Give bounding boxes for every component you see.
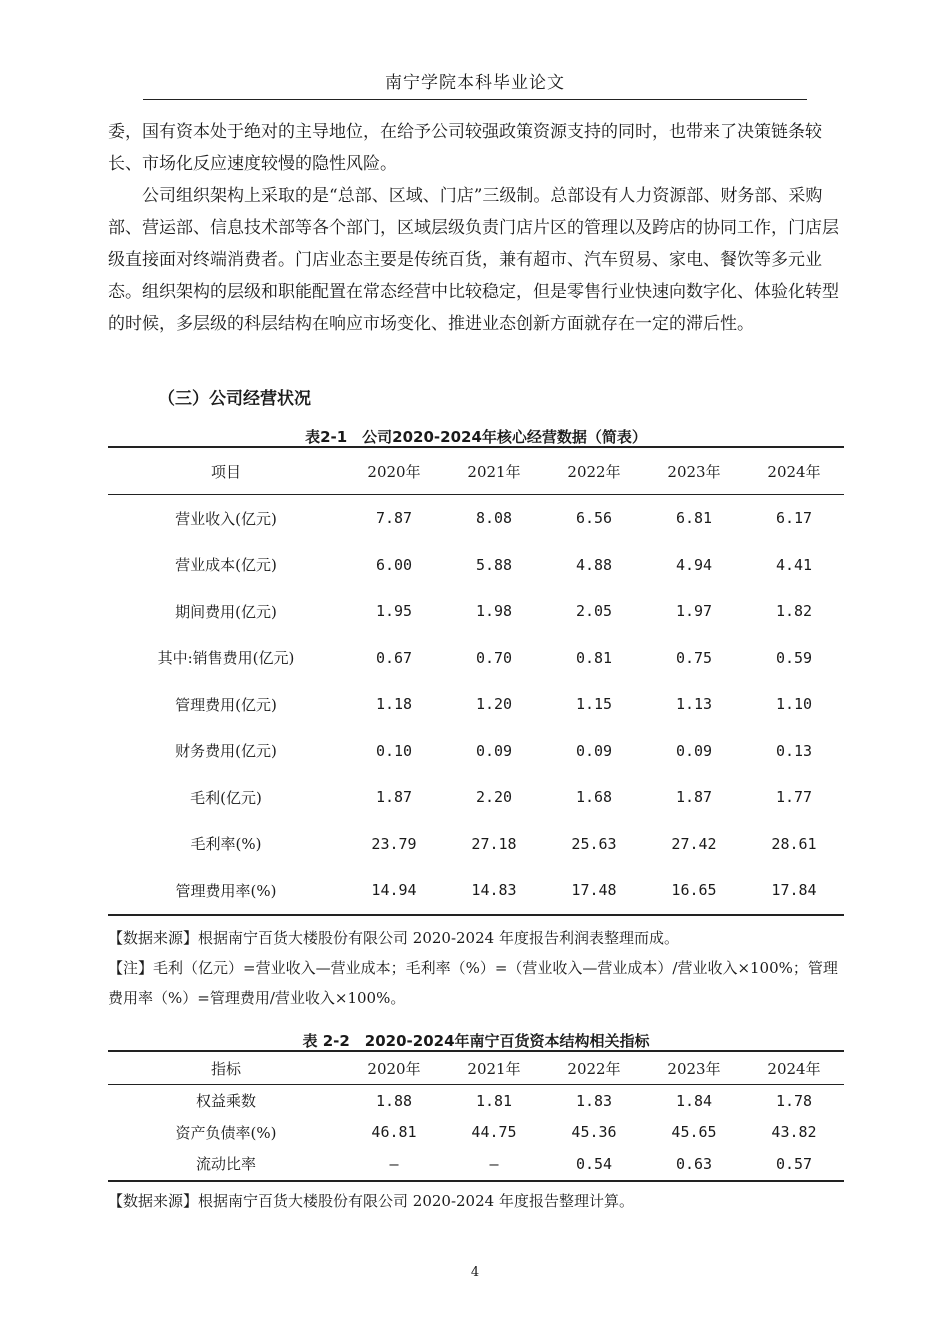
- table2-cell: 45.36: [571, 1123, 617, 1142]
- table2-cell: 44.75: [471, 1123, 517, 1142]
- table1-cell: 28.61: [771, 834, 817, 853]
- table2-caption: 表 2-2 2020-2024年南宁百货资本结构相关指标: [302, 1032, 650, 1050]
- table1-cell: 1.82: [775, 602, 813, 621]
- table1-cell: 1.68: [575, 788, 613, 807]
- table1-row: [108, 635, 844, 682]
- table1-header-cell: 2022年: [544, 447, 644, 495]
- table1-cell: 1.13: [675, 695, 713, 714]
- table2-header-cell: 2021年: [444, 1051, 544, 1085]
- table1-cell: 4.88: [575, 555, 613, 574]
- table2-cell: —: [489, 1154, 499, 1173]
- table1-row: [108, 495, 844, 542]
- table2-cell: 0.54: [575, 1154, 613, 1173]
- table1-cell: 14.94: [371, 881, 417, 900]
- table1-header-row: [108, 447, 844, 495]
- table1-row-label: 其中:销售费用(亿元): [157, 649, 295, 668]
- table1-cell: 2.20: [475, 788, 513, 807]
- table2-row-label: 权益乘数: [195, 1092, 256, 1111]
- table1-formula-note: 【注】毛利（亿元）=营业收入—营业成本；毛利率（%）=（营业收入—营业成本）/营业收入×100%；管理费用率（%）=管理费用/营业收入×100%。: [108, 959, 838, 1007]
- table2-row: [108, 1148, 844, 1181]
- table1-header-cell: 2024年: [744, 447, 844, 495]
- table2-cell: 0.57: [775, 1154, 813, 1173]
- table2-cell: 1.78: [775, 1091, 813, 1110]
- table1-row-label: 财务费用(亿元): [175, 742, 277, 761]
- table1-cell: 1.77: [775, 788, 813, 807]
- section-heading: （三）公司经营状况: [158, 389, 311, 409]
- table1-source-note: 【数据来源】根据南宁百货大楼股份有限公司 2020-2024 年度报告利润表整理而成。: [108, 929, 679, 947]
- table2-cell: —: [389, 1154, 399, 1173]
- page-number: 4: [470, 1265, 480, 1280]
- table2: [108, 1050, 844, 1182]
- table1-cell: 0.59: [775, 648, 813, 667]
- table1: [108, 446, 844, 916]
- table1-row: [108, 728, 844, 775]
- table2-source-note: 【数据来源】根据南宁百货大楼股份有限公司 2020-2024 年度报告整理计算。: [108, 1192, 634, 1210]
- table1-cell: 5.88: [475, 555, 513, 574]
- table2-header-cell: 2024年: [744, 1051, 844, 1085]
- table1-cell: 17.84: [771, 881, 817, 900]
- table1-row-label: 期间费用(亿元): [175, 602, 277, 621]
- table1-cell: 27.18: [471, 834, 517, 853]
- table1-cell: 0.10: [375, 741, 413, 760]
- table2-cell: 43.82: [771, 1123, 817, 1142]
- table2-row: [108, 1085, 844, 1117]
- table1-cell: 0.09: [575, 741, 613, 760]
- table2-header-row: [108, 1051, 844, 1085]
- table2-cell: 1.81: [475, 1091, 513, 1110]
- table2-header-cell: 2022年: [544, 1051, 644, 1085]
- table1-cell: 25.63: [571, 834, 617, 853]
- table1-row-label: 营业收入(亿元): [175, 509, 277, 528]
- table1-cell: 0.81: [575, 648, 613, 667]
- table1-cell: 6.81: [675, 509, 713, 528]
- table1-header-cell: 2021年: [444, 447, 544, 495]
- table1-cell: 1.98: [475, 602, 513, 621]
- table1-cell: 14.83: [471, 881, 517, 900]
- table1-cell: 4.41: [775, 555, 813, 574]
- table1-cell: 0.09: [475, 741, 513, 760]
- table1-cell: 0.13: [775, 741, 813, 760]
- table1-cell: 1.20: [475, 695, 513, 714]
- table1-row: [108, 821, 844, 868]
- table1-row-label: 管理费用率(%): [175, 881, 277, 900]
- table1-row: [108, 588, 844, 635]
- table1-cell: 0.09: [675, 741, 713, 760]
- table1-cell: 8.08: [475, 509, 513, 528]
- table2-header-cell: 2023年: [644, 1051, 744, 1085]
- table1-cell: 6.00: [375, 555, 413, 574]
- header-rule: [143, 99, 807, 100]
- table2-cell: 1.84: [675, 1091, 713, 1110]
- table1-row-label: 营业成本(亿元): [175, 556, 277, 575]
- table1-row-label: 管理费用(亿元): [175, 695, 277, 714]
- table1-cell: 16.65: [671, 881, 717, 900]
- table1-row: [108, 867, 844, 915]
- table2-body: [108, 1085, 844, 1181]
- table1-cell: 0.67: [375, 648, 413, 667]
- table1-header-cell: 2020年: [344, 447, 444, 495]
- table1-cell: 17.48: [571, 881, 617, 900]
- paragraph-2: 公司组织架构上采取的是“总部、区域、门店”三级制。总部设有人力资源部、财务部、采购部、营运部、信息技术部等各个部门，区域层级负责门店片区的管理以及跨店的协同工作，门店层级直接面对终端消费者。门店业态主要是传统百货，兼有超市、汽车贸易、家电、餐饮等多元业态。组织架构的层级和职能配置在常态经营中比较稳定，但是零售行业快速向数字化、体验化转型的时候，多层级的科层结构在响应市场变化、推进业态创新方面就存在一定的滞后性。: [108, 186, 839, 334]
- table1-row-label: 毛利率(%): [190, 835, 262, 854]
- table1-cell: 1.15: [575, 695, 613, 714]
- table1-row: [108, 681, 844, 728]
- table2-header-cell: 指标: [108, 1051, 344, 1085]
- table1-cell: 1.10: [775, 695, 813, 714]
- table1-cell: 0.75: [675, 648, 713, 667]
- table2-row: [108, 1117, 844, 1149]
- table1-cell: 6.56: [575, 509, 613, 528]
- table2-header-cell: 2020年: [344, 1051, 444, 1085]
- table1-cell: 6.17: [775, 509, 813, 528]
- table1-cell: 1.87: [675, 788, 713, 807]
- table1-cell: 2.05: [575, 602, 613, 621]
- table1-cell: 23.79: [371, 834, 417, 853]
- table2-cell: 1.88: [375, 1091, 413, 1110]
- paragraph-1: 委，国有资本处于绝对的主导地位，在给予公司较强政策资源支持的同时，也带来了决策链条较长、市场化反应速度较慢的隐性风险。: [108, 122, 822, 174]
- table2-cell: 45.65: [671, 1123, 717, 1142]
- table1-cell: 4.94: [675, 555, 713, 574]
- table1-cell: 27.42: [671, 834, 717, 853]
- table2-cell: 1.83: [575, 1091, 613, 1110]
- table1-cell: 1.95: [375, 602, 413, 621]
- table1-caption: 表2-1 公司2020-2024年核心经营数据（简表）: [305, 428, 647, 446]
- table1-cell: 7.87: [375, 509, 413, 528]
- table1-row: [108, 542, 844, 589]
- table1-cell: 1.87: [375, 788, 413, 807]
- table2-cell: 46.81: [371, 1123, 417, 1142]
- page-header: 南宁学院本科毕业论文: [385, 73, 565, 93]
- table1-cell: 0.70: [475, 648, 513, 667]
- table2-row-label: 资产负债率(%): [175, 1123, 277, 1142]
- table1-cell: 1.18: [375, 695, 413, 714]
- table1-row-label: 毛利(亿元): [190, 788, 262, 807]
- table1-row: [108, 774, 844, 821]
- table1-header-cell: 2023年: [644, 447, 744, 495]
- table2-row-label: 流动比率: [195, 1155, 256, 1174]
- table1-header-cell: 项目: [108, 447, 344, 495]
- table1-body: [108, 495, 844, 915]
- table1-cell: 1.97: [675, 602, 713, 621]
- table2-cell: 0.63: [675, 1154, 713, 1173]
